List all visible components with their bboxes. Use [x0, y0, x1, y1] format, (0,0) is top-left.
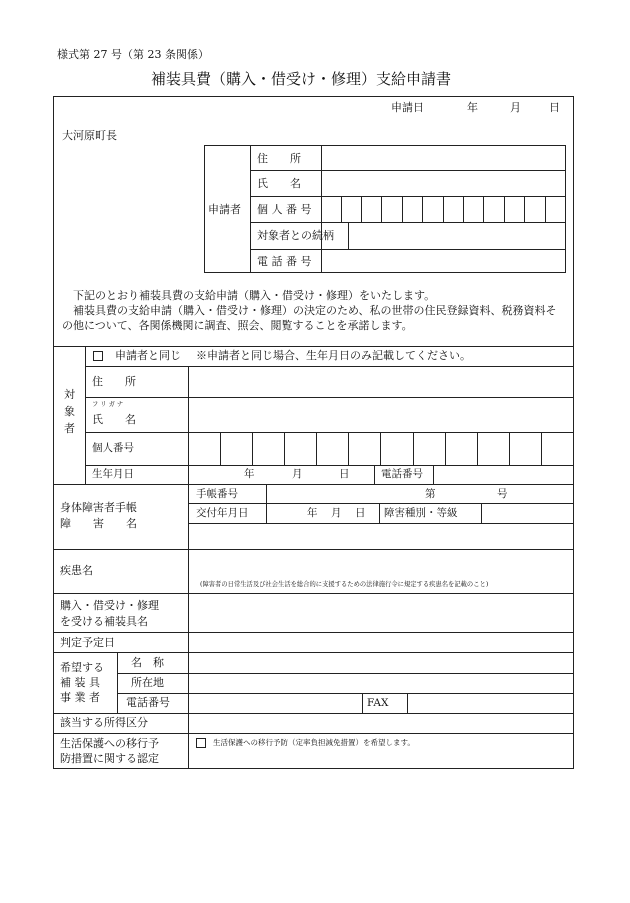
provider-location-label: 所在地 — [131, 676, 164, 689]
form-number: 様式第 27 号（第 23 条関係） — [57, 48, 209, 61]
provider-phone-label: 電話番号 — [126, 696, 170, 709]
provider-name-label: 名 称 — [131, 656, 164, 669]
statement-line-3: の他について、各関係機関に調査、照会、閲覧することを承諾します。 — [62, 319, 413, 332]
applicant-number-field[interactable] — [322, 197, 565, 221]
subject-birth-day: 日 — [339, 468, 350, 480]
provider-phone-field[interactable] — [189, 694, 361, 712]
judgement-date-field[interactable] — [189, 633, 573, 651]
date-label: 申請日 — [391, 101, 424, 114]
applicant-address-field[interactable] — [322, 146, 565, 169]
welfare-label-1: 生活保護への移行予 — [60, 737, 159, 750]
subject-section-label-1: 対 — [64, 388, 75, 401]
applicant-phone-label: 電 話 番 号 — [257, 255, 312, 268]
same-as-applicant-label: 申請者と同じ — [115, 349, 181, 362]
device-label-1: 購入・借受け・修理 — [60, 599, 159, 612]
subject-number-field[interactable] — [189, 433, 573, 464]
statement-line-2: 補装具費の支給申請（購入・借受け・修理）の決定のため、私の世帯の住民登録資料、税務資料そ — [73, 304, 557, 317]
welfare-checkbox-text: 生活保護への移行予防（定率負担減免措置）を希望します。 — [213, 738, 415, 747]
provider-label-3: 事 業 者 — [60, 691, 100, 704]
disease-name-field[interactable] — [189, 550, 573, 579]
subject-furigana-label: フ リ ガ ナ — [92, 401, 124, 408]
device-label-2: を受ける補装具名 — [60, 615, 148, 628]
provider-label-1: 希望する — [60, 661, 104, 674]
income-category-field[interactable] — [189, 714, 573, 732]
provider-location-field[interactable] — [189, 674, 573, 692]
same-as-applicant-checkbox[interactable] — [93, 351, 103, 361]
handbook-dai-label: 第 — [425, 488, 436, 500]
subject-name-label: 氏 名 — [92, 413, 136, 426]
issue-day-label: 日 — [355, 507, 366, 519]
subject-birthdate-field[interactable] — [189, 466, 373, 483]
subject-phone-field[interactable] — [434, 466, 573, 483]
application-date-field[interactable] — [430, 98, 570, 114]
applicant-name-field[interactable] — [322, 171, 565, 195]
disability-name-label: 障 害 名 — [60, 517, 137, 530]
handbook-number-field[interactable] — [267, 485, 573, 502]
disease-label: 疾患名 — [60, 564, 93, 577]
applicant-address-label: 住 所 — [257, 152, 301, 165]
issue-month-label: 月 — [331, 507, 342, 519]
subject-phone-label: 電話番号 — [381, 468, 423, 480]
provider-label-2: 補 装 具 — [60, 676, 100, 689]
subject-section-label-2: 象 — [64, 405, 75, 418]
applicant-name-label: 氏 名 — [257, 177, 301, 190]
issue-date-field[interactable] — [267, 504, 378, 522]
device-name-field[interactable] — [189, 594, 573, 631]
disability-grade-field[interactable] — [482, 504, 573, 522]
provider-name-field[interactable] — [189, 653, 573, 672]
judgement-date-label: 判定予定日 — [60, 636, 115, 649]
page-title: 補装具費（購入・借受け・修理）支給申請書 — [151, 70, 452, 88]
applicant-phone-field[interactable] — [322, 250, 565, 272]
same-as-applicant-note: ※申請者と同じ場合、生年月日のみ記載してください。 — [196, 349, 471, 362]
applicant-section-label: 申請者 — [208, 203, 241, 216]
subject-birthdate-label: 生年月日 — [92, 468, 134, 480]
subject-section-label-3: 者 — [64, 422, 75, 435]
date-month-label: 月 — [510, 101, 521, 114]
subject-birth-month: 月 — [292, 468, 303, 480]
provider-fax-label: FAX — [367, 697, 389, 709]
issue-date-label: 交付年月日 — [196, 507, 249, 519]
welfare-label-2: 防措置に関する認定 — [60, 752, 159, 765]
subject-name-field[interactable] — [189, 398, 573, 431]
applicant-relationship-label: 対象者との続柄 — [257, 229, 334, 242]
subject-address-label: 住 所 — [92, 375, 136, 388]
applicant-number-label: 個 人 番 号 — [257, 203, 312, 216]
welfare-checkbox[interactable] — [196, 738, 206, 748]
disease-note: (障害者の日常生活及び社会生活を総合的に支援するための法律施行令に規定する疾患名を記載のこと) — [200, 581, 489, 588]
subject-number-label: 個人番号 — [92, 442, 134, 454]
disability-name-field[interactable] — [189, 524, 573, 548]
income-category-label: 該当する所得区分 — [60, 716, 148, 729]
date-year-label: 年 — [467, 101, 478, 114]
issue-year-label: 年 — [307, 507, 318, 519]
addressee: 大河原町長 — [62, 129, 117, 142]
handbook-number-label: 手帳番号 — [196, 488, 238, 500]
date-day-label: 日 — [549, 101, 560, 114]
disability-grade-label: 障害種別・等級 — [384, 507, 458, 519]
applicant-relationship-field[interactable] — [349, 223, 565, 248]
provider-fax-field[interactable] — [408, 694, 573, 712]
statement-line-1: 下記のとおり補装具費の支給申請（購入・借受け・修理）をいたします。 — [73, 289, 436, 302]
handbook-go-label: 号 — [497, 488, 508, 500]
subject-birth-year: 年 — [244, 468, 255, 480]
handbook-label: 身体障害者手帳 — [60, 501, 137, 514]
subject-address-field[interactable] — [189, 367, 573, 396]
